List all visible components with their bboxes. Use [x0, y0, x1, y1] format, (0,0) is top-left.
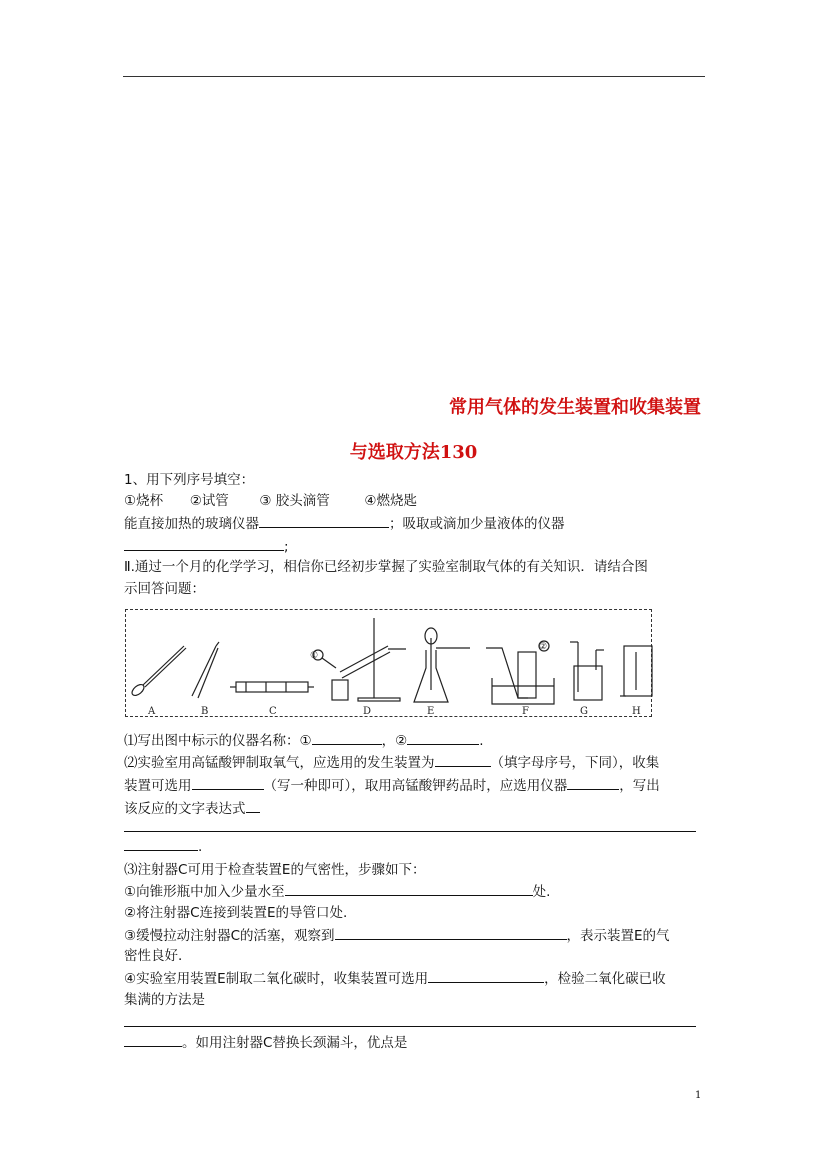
q3-step5 — [124, 1032, 407, 1053]
option-1: ①烧杯 — [124, 493, 164, 509]
p2-text-c: 装置可选用 — [124, 778, 192, 794]
answer-blank[interactable] — [285, 881, 533, 896]
p2-text-g: . — [198, 839, 203, 855]
p3-3-text-a: ③缓慢拉动注射器C的活塞，观察到 — [124, 928, 335, 944]
answer-blank[interactable] — [312, 730, 382, 745]
p3-3-text-b: ，表示装置E的气 — [566, 928, 670, 944]
option-4: ④燃烧匙 — [364, 493, 418, 509]
label-f: F — [522, 706, 529, 717]
q3-step2: ②将注射器C连接到装置E的导管口处. — [124, 905, 348, 921]
q2-intro-1: Ⅱ.通过一个月的化学学习，相信你已经初步掌握了实验室制取气体的有关知识．请结合图 — [124, 559, 648, 575]
apparatus-drawing — [126, 610, 653, 718]
answer-blank[interactable] — [335, 925, 567, 940]
q2-part2-line2 — [124, 775, 660, 796]
p3-1-text-a: ①向锥形瓶中加入少量水至 — [124, 884, 285, 900]
apparatus-figure — [125, 609, 652, 717]
apparatus-h-bottle — [620, 646, 652, 696]
p2-text-d: （写一种即可），取用高锰酸钾药品时，应选用仪器 — [263, 778, 568, 794]
q1-text-b: ；吸取或滴加少量液体的仪器 — [389, 516, 565, 532]
q2-part1 — [124, 730, 484, 751]
label-g: G — [580, 706, 588, 717]
answer-blank[interactable] — [259, 513, 389, 528]
p3-4-text-b: ，检验二氧化碳已收 — [544, 971, 666, 987]
answer-blank[interactable] — [428, 968, 544, 983]
p3-5-text: 。如用注射器C替换长颈漏斗，优点是 — [182, 1035, 408, 1051]
apparatus-e-flask — [414, 628, 470, 702]
label-b: B — [201, 706, 209, 717]
p2-text-e: ，写出 — [619, 778, 660, 794]
title-line-2: 与选取方法130 — [349, 442, 478, 463]
label-d: D — [363, 706, 372, 717]
q3-step3-cont: 密性良好. — [124, 948, 183, 964]
apparatus-b-tongs — [192, 642, 219, 698]
q2-intro-2: 示回答问题： — [124, 581, 205, 597]
p1-text-b: ，② — [381, 733, 408, 749]
q2-part2-line4 — [124, 836, 202, 857]
page-number: 1 — [695, 1090, 702, 1101]
answer-blank[interactable] — [435, 752, 491, 767]
p2-text-a: ⑵实验室用高锰酸钾制取氧气，应选用的发生装置为 — [124, 755, 435, 771]
q3-step4 — [124, 968, 666, 989]
answer-blank[interactable] — [407, 730, 479, 745]
label-e: E — [427, 706, 435, 717]
q1-text-a: 能直接加热的玻璃仪器 — [124, 516, 259, 532]
p1-text-c: . — [479, 733, 484, 749]
p3-4-text-a: ④实验室用装置E制取二氧化碳时，收集装置可选用 — [124, 971, 429, 987]
label-marker-2: ② — [539, 642, 548, 652]
answer-blank[interactable] — [124, 536, 284, 551]
answer-rule[interactable] — [124, 1026, 696, 1027]
q1-intro: 1、用下列序号填空： — [124, 472, 255, 488]
label-h: H — [632, 706, 641, 717]
apparatus-a-spoon — [130, 646, 186, 698]
q3-step4-cont: 集满的方法是 — [124, 992, 205, 1008]
p2-text-f: 该反应的文字表达式 — [124, 801, 246, 817]
answer-rule[interactable] — [124, 831, 696, 832]
q3-intro: ⑶注射器C可用于检查装置E的气密性，步骤如下： — [124, 862, 426, 878]
option-3: ③ 胶头滴管 — [259, 493, 330, 509]
answer-blank[interactable] — [192, 775, 264, 790]
q3-step3 — [124, 925, 670, 946]
p2-text-b: （填字母序号，下同），收集 — [490, 755, 660, 771]
option-2: ②试管 — [189, 493, 229, 509]
p3-1-text-b: 处. — [532, 884, 551, 900]
apparatus-c-syringe — [230, 682, 314, 692]
p1-text-a: ⑴写出图中标示的仪器名称：① — [124, 733, 312, 749]
answer-blank[interactable] — [124, 1032, 182, 1047]
q2-part2-line1 — [124, 752, 659, 773]
apparatus-d-stand — [313, 618, 406, 701]
label-marker-1: ① — [310, 651, 319, 661]
answer-blank[interactable] — [246, 798, 260, 813]
header-rule — [123, 76, 705, 77]
q1-end: ; — [284, 539, 289, 555]
q1-options — [124, 491, 417, 511]
label-c: C — [269, 706, 277, 717]
q3-step1 — [124, 881, 550, 902]
q1-line-2 — [124, 536, 289, 557]
q1-line — [124, 513, 565, 534]
apparatus-g-bottle — [570, 642, 604, 700]
answer-blank[interactable] — [124, 836, 198, 851]
label-a: A — [148, 706, 156, 717]
title-line-1: 常用气体的发生装置和收集装置 — [449, 397, 701, 418]
answer-blank[interactable] — [567, 775, 619, 790]
q2-part2-line3 — [124, 798, 260, 819]
